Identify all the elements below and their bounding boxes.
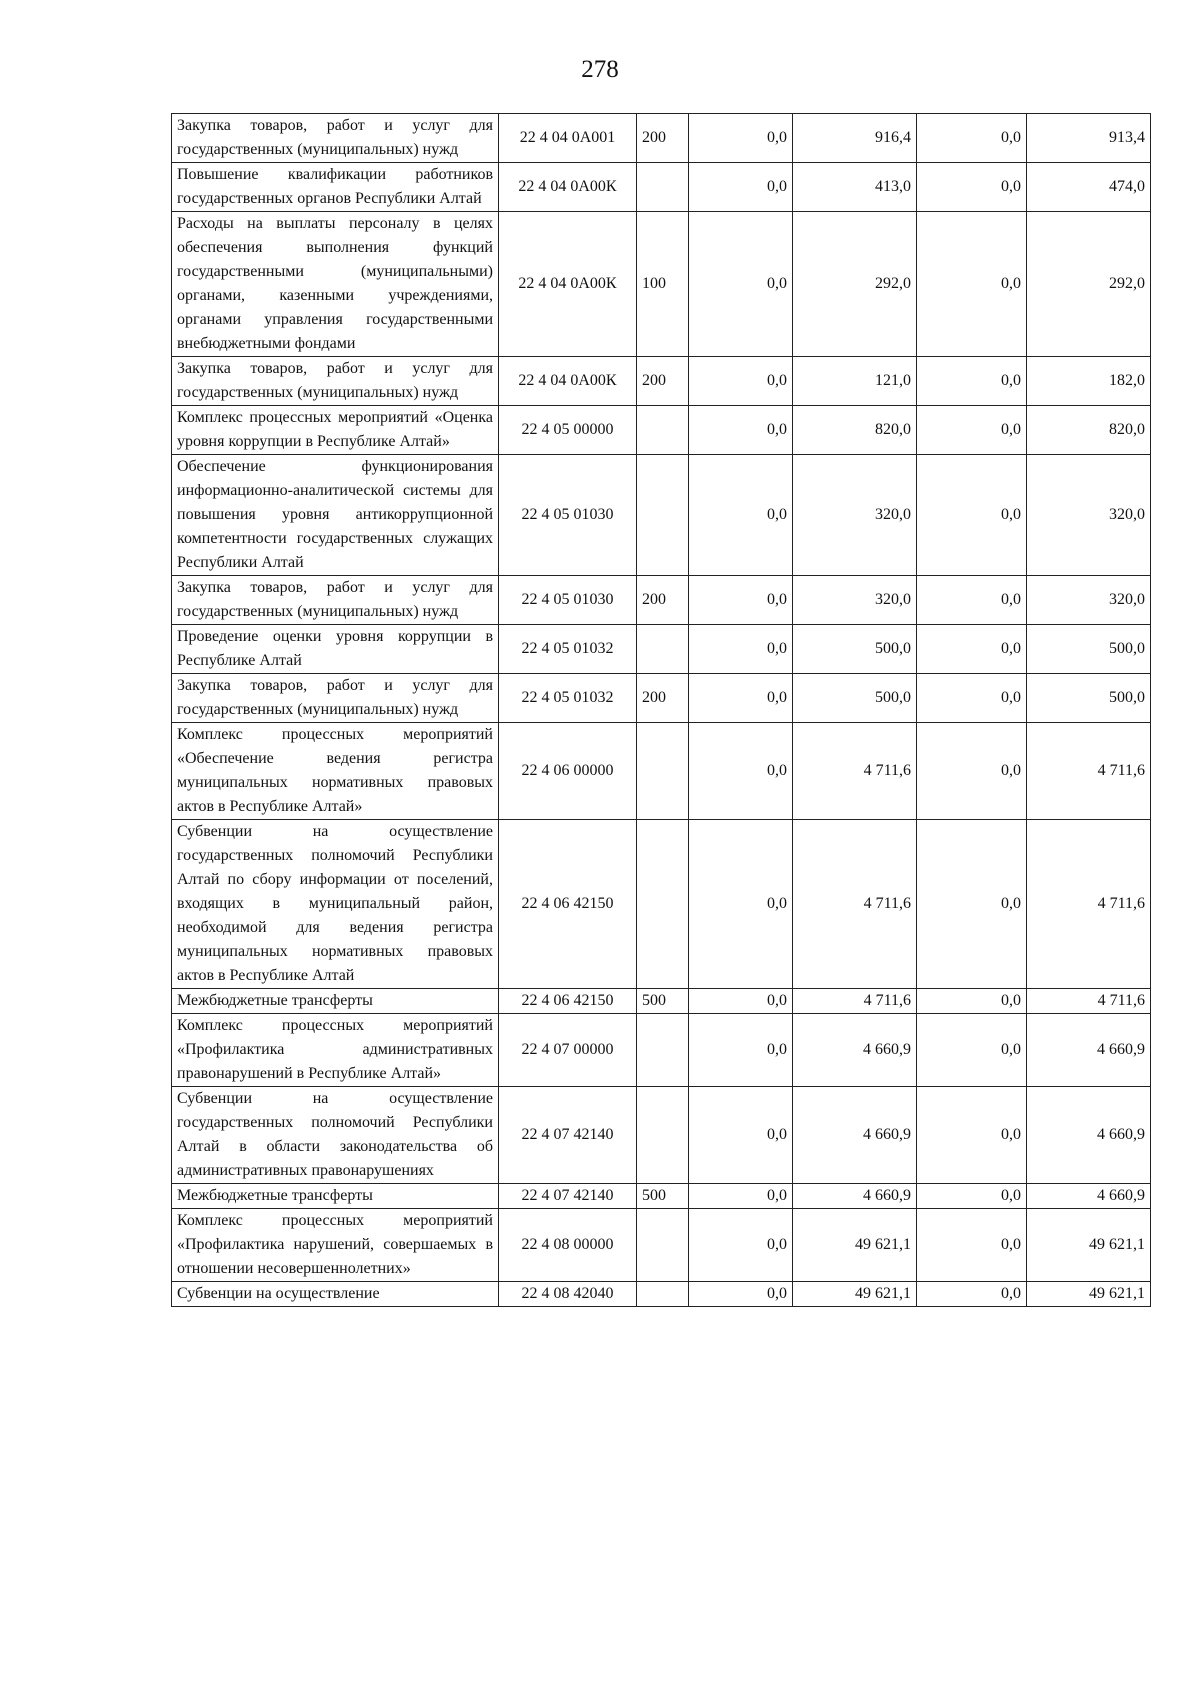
row-value-3-cell: 0,0 xyxy=(917,989,1027,1014)
row-code-cell: 22 4 05 01032 xyxy=(499,625,637,674)
row-name-cell: Расходы на выплаты персоналу в целях обеспечения выполнения функций государственными (муниципальными) органами, казенными учреждениями, органами управления государственными внебюджетными фондами xyxy=(172,212,499,357)
row-value-1-cell: 0,0 xyxy=(689,576,793,625)
row-value-4-cell: 182,0 xyxy=(1027,357,1151,406)
row-value-3-cell: 0,0 xyxy=(917,212,1027,357)
row-name-cell: Субвенции на осуществление xyxy=(172,1282,499,1307)
table-body xyxy=(172,114,1151,1307)
row-expense-type-cell xyxy=(637,163,689,212)
row-value-2-cell: 4 711,6 xyxy=(793,820,917,989)
table-row xyxy=(172,989,1151,1014)
table-row xyxy=(172,674,1151,723)
row-value-2-cell: 49 621,1 xyxy=(793,1209,917,1282)
row-value-4-cell: 320,0 xyxy=(1027,455,1151,576)
row-value-2-cell: 292,0 xyxy=(793,212,917,357)
row-value-4-cell: 4 711,6 xyxy=(1027,989,1151,1014)
row-value-2-cell: 4 711,6 xyxy=(793,989,917,1014)
row-value-2-cell: 320,0 xyxy=(793,576,917,625)
row-expense-type-cell: 500 xyxy=(637,989,689,1014)
row-value-1-cell: 0,0 xyxy=(689,114,793,163)
row-code-cell: 22 4 07 42140 xyxy=(499,1184,637,1209)
budget-table xyxy=(171,113,1151,1307)
row-value-1-cell: 0,0 xyxy=(689,674,793,723)
row-code-cell: 22 4 06 00000 xyxy=(499,723,637,820)
row-value-1-cell: 0,0 xyxy=(689,820,793,989)
row-value-3-cell: 0,0 xyxy=(917,1282,1027,1307)
row-name-cell: Закупка товаров, работ и услуг для государственных (муниципальных) нужд xyxy=(172,674,499,723)
row-value-4-cell: 49 621,1 xyxy=(1027,1209,1151,1282)
row-value-2-cell: 121,0 xyxy=(793,357,917,406)
table-row xyxy=(172,357,1151,406)
row-value-1-cell: 0,0 xyxy=(689,357,793,406)
row-value-2-cell: 49 621,1 xyxy=(793,1282,917,1307)
row-code-cell: 22 4 05 01030 xyxy=(499,576,637,625)
row-value-1-cell: 0,0 xyxy=(689,455,793,576)
page-number: 278 xyxy=(581,56,619,83)
table-row xyxy=(172,1014,1151,1087)
row-value-3-cell: 0,0 xyxy=(917,114,1027,163)
row-code-cell: 22 4 05 01032 xyxy=(499,674,637,723)
row-expense-type-cell: 100 xyxy=(637,212,689,357)
row-value-3-cell: 0,0 xyxy=(917,455,1027,576)
row-code-cell: 22 4 05 00000 xyxy=(499,406,637,455)
table-row xyxy=(172,114,1151,163)
row-value-3-cell: 0,0 xyxy=(917,1184,1027,1209)
row-expense-type-cell xyxy=(637,1014,689,1087)
row-value-1-cell: 0,0 xyxy=(689,1014,793,1087)
row-name-cell: Субвенции на осуществление государственных полномочий Республики Алтай по сбору информации от поселений, входящих в муниципальный район, необходимой для ведения регистра муниципальных нормативных правовых актов в Республике Алтай xyxy=(172,820,499,989)
row-expense-type-cell: 200 xyxy=(637,674,689,723)
row-name-cell: Закупка товаров, работ и услуг для государственных (муниципальных) нужд xyxy=(172,114,499,163)
row-value-1-cell: 0,0 xyxy=(689,1184,793,1209)
row-value-4-cell: 4 660,9 xyxy=(1027,1184,1151,1209)
row-value-4-cell: 913,4 xyxy=(1027,114,1151,163)
row-expense-type-cell xyxy=(637,455,689,576)
row-name-cell: Закупка товаров, работ и услуг для государственных (муниципальных) нужд xyxy=(172,357,499,406)
row-value-2-cell: 320,0 xyxy=(793,455,917,576)
row-name-cell: Закупка товаров, работ и услуг для государственных (муниципальных) нужд xyxy=(172,576,499,625)
table-row xyxy=(172,163,1151,212)
row-expense-type-cell xyxy=(637,723,689,820)
table-row xyxy=(172,723,1151,820)
row-value-3-cell: 0,0 xyxy=(917,625,1027,674)
row-code-cell: 22 4 04 0А00К xyxy=(499,212,637,357)
row-name-cell: Субвенции на осуществление государственных полномочий Республики Алтай в области законодательства об административных правонарушениях xyxy=(172,1087,499,1184)
row-value-1-cell: 0,0 xyxy=(689,1282,793,1307)
row-code-cell: 22 4 05 01030 xyxy=(499,455,637,576)
row-value-2-cell: 820,0 xyxy=(793,406,917,455)
table-row xyxy=(172,1087,1151,1184)
row-value-2-cell: 4 660,9 xyxy=(793,1184,917,1209)
row-value-4-cell: 474,0 xyxy=(1027,163,1151,212)
row-code-cell: 22 4 04 0А00К xyxy=(499,357,637,406)
row-name-cell: Проведение оценки уровня коррупции в Республике Алтай xyxy=(172,625,499,674)
row-value-3-cell: 0,0 xyxy=(917,1087,1027,1184)
row-code-cell: 22 4 06 42150 xyxy=(499,820,637,989)
row-value-4-cell: 500,0 xyxy=(1027,625,1151,674)
row-value-4-cell: 4 660,9 xyxy=(1027,1014,1151,1087)
row-value-3-cell: 0,0 xyxy=(917,820,1027,989)
row-value-3-cell: 0,0 xyxy=(917,576,1027,625)
table-row xyxy=(172,1209,1151,1282)
row-name-cell: Комплекс процессных мероприятий «Оценка уровня коррупции в Республике Алтай» xyxy=(172,406,499,455)
row-code-cell: 22 4 07 42140 xyxy=(499,1087,637,1184)
row-expense-type-cell: 500 xyxy=(637,1184,689,1209)
row-value-3-cell: 0,0 xyxy=(917,723,1027,820)
table-row xyxy=(172,820,1151,989)
row-value-3-cell: 0,0 xyxy=(917,674,1027,723)
row-code-cell: 22 4 06 42150 xyxy=(499,989,637,1014)
row-value-4-cell: 4 660,9 xyxy=(1027,1087,1151,1184)
row-code-cell: 22 4 07 00000 xyxy=(499,1014,637,1087)
row-value-3-cell: 0,0 xyxy=(917,1014,1027,1087)
row-name-cell: Межбюджетные трансферты xyxy=(172,989,499,1014)
row-value-3-cell: 0,0 xyxy=(917,406,1027,455)
row-name-cell: Комплекс процессных мероприятий «Обеспечение ведения регистра муниципальных нормативных правовых актов в Республике Алтай» xyxy=(172,723,499,820)
table-row xyxy=(172,576,1151,625)
row-value-2-cell: 4 711,6 xyxy=(793,723,917,820)
row-value-4-cell: 320,0 xyxy=(1027,576,1151,625)
row-expense-type-cell: 200 xyxy=(637,576,689,625)
row-value-1-cell: 0,0 xyxy=(689,989,793,1014)
row-expense-type-cell xyxy=(637,1209,689,1282)
row-expense-type-cell xyxy=(637,820,689,989)
row-value-4-cell: 4 711,6 xyxy=(1027,723,1151,820)
row-value-3-cell: 0,0 xyxy=(917,1209,1027,1282)
row-value-1-cell: 0,0 xyxy=(689,1209,793,1282)
row-name-cell: Обеспечение функционирования информационно-аналитической системы для повышения уровня антикоррупционной компетентности государственных служащих Республики Алтай xyxy=(172,455,499,576)
row-value-2-cell: 4 660,9 xyxy=(793,1014,917,1087)
row-expense-type-cell xyxy=(637,1087,689,1184)
row-value-3-cell: 0,0 xyxy=(917,357,1027,406)
table-row xyxy=(172,625,1151,674)
row-value-4-cell: 500,0 xyxy=(1027,674,1151,723)
row-value-3-cell: 0,0 xyxy=(917,163,1027,212)
row-name-cell: Комплекс процессных мероприятий «Профилактика нарушений, совершаемых в отношении несовершеннолетних» xyxy=(172,1209,499,1282)
row-value-2-cell: 500,0 xyxy=(793,625,917,674)
row-name-cell: Межбюджетные трансферты xyxy=(172,1184,499,1209)
row-expense-type-cell xyxy=(637,625,689,674)
row-expense-type-cell: 200 xyxy=(637,357,689,406)
row-value-2-cell: 500,0 xyxy=(793,674,917,723)
table-row xyxy=(172,212,1151,357)
row-value-1-cell: 0,0 xyxy=(689,723,793,820)
table-row xyxy=(172,1184,1151,1209)
row-value-1-cell: 0,0 xyxy=(689,406,793,455)
row-value-4-cell: 292,0 xyxy=(1027,212,1151,357)
row-value-1-cell: 0,0 xyxy=(689,212,793,357)
table-row xyxy=(172,455,1151,576)
row-value-4-cell: 820,0 xyxy=(1027,406,1151,455)
row-value-2-cell: 916,4 xyxy=(793,114,917,163)
row-expense-type-cell: 200 xyxy=(637,114,689,163)
row-value-4-cell: 4 711,6 xyxy=(1027,820,1151,989)
row-name-cell: Повышение квалификации работников государственных органов Республики Алтай xyxy=(172,163,499,212)
row-code-cell: 22 4 04 0А00К xyxy=(499,163,637,212)
row-value-2-cell: 4 660,9 xyxy=(793,1087,917,1184)
row-expense-type-cell xyxy=(637,406,689,455)
row-value-1-cell: 0,0 xyxy=(689,163,793,212)
row-expense-type-cell xyxy=(637,1282,689,1307)
row-code-cell: 22 4 08 00000 xyxy=(499,1209,637,1282)
row-code-cell: 22 4 04 0А001 xyxy=(499,114,637,163)
row-value-1-cell: 0,0 xyxy=(689,625,793,674)
row-value-1-cell: 0,0 xyxy=(689,1087,793,1184)
row-value-2-cell: 413,0 xyxy=(793,163,917,212)
table-row xyxy=(172,1282,1151,1307)
row-name-cell: Комплекс процессных мероприятий «Профилактика административных правонарушений в Республике Алтай» xyxy=(172,1014,499,1087)
row-value-4-cell: 49 621,1 xyxy=(1027,1282,1151,1307)
table-row xyxy=(172,406,1151,455)
row-code-cell: 22 4 08 42040 xyxy=(499,1282,637,1307)
